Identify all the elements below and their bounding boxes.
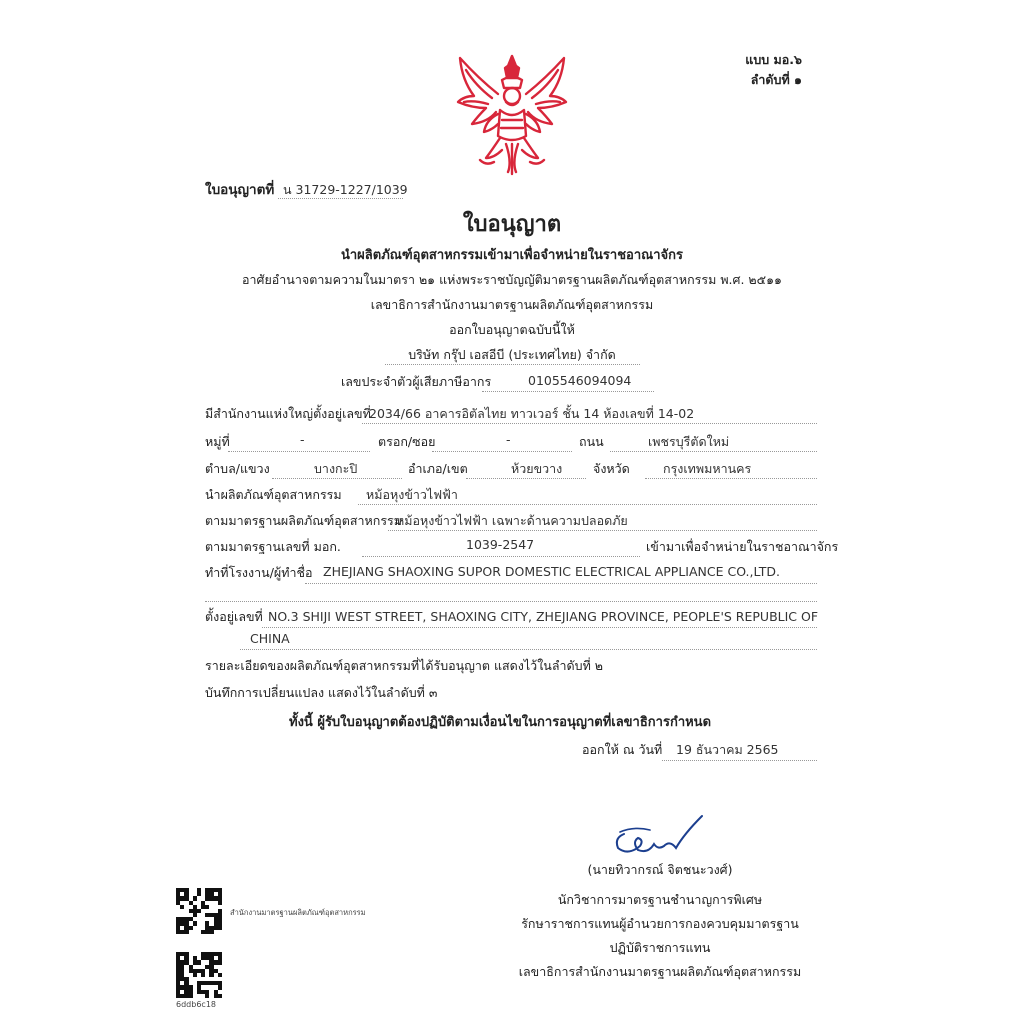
head-office-label: มีสำนักงานแห่งใหญ่ตั้งอยู่เลขที่ — [205, 406, 371, 421]
manufacturer-value: ZHEJIANG SHAOXING SUPOR DOMESTIC ELECTRICAL APPLIANCE CO.,LTD. — [323, 564, 780, 579]
document-title: ใบอนุญาต — [462, 212, 562, 237]
standard-label: ตามมาตรฐานผลิตภัณฑ์อุตสาหกรรม — [205, 513, 402, 528]
authority-line-1: อาศัยอำนาจตามความในมาตรา ๒๑ แห่งพระราชบัญญัติมาตรฐานผลิตภัณฑ์อุตสาหกรรม พ.ศ. ๒๕๑๑ — [242, 272, 782, 287]
factory-address-label: ตั้งอยู่เลขที่ — [205, 609, 263, 624]
details-note: รายละเอียดของผลิตภัณฑ์อุตสาหกรรมที่ได้รับอนุญาต แสดงไว้ในลำดับที่ ๒ — [205, 658, 604, 673]
amphoe-label: อำเภอ/เขต — [408, 461, 468, 476]
form-code-block — [745, 50, 802, 90]
standard-value: หม้อหุงข้าวไฟฟ้า เฉพาะด้านความปลอดภัย — [396, 513, 628, 528]
issued-label: ออกให้ ณ วันที่ — [582, 742, 663, 757]
qr-code-text: 6ddb6c18 — [176, 1000, 216, 1009]
garuda-emblem-icon — [450, 50, 574, 185]
factory-address-line1: NO.3 SHIJI WEST STREET, SHAOXING CITY, ZHEJIANG PROVINCE, PEOPLE'S REPUBLIC OF — [268, 609, 819, 624]
factory-address-line2: CHINA — [250, 631, 290, 646]
moo-value: - — [300, 432, 305, 447]
standard-no-value: 1039-2547 — [466, 537, 535, 552]
signatory-block — [450, 858, 870, 984]
product-value: หม้อหุงข้าวไฟฟ้า — [366, 487, 458, 502]
signatory-line-1: นักวิชาการมาตรฐานชำนาญการพิเศษ — [557, 892, 763, 907]
signatory-line-4: เลขาธิการสำนักงานมาตรฐานผลิตภัณฑ์อุตสาหกรรม — [518, 964, 802, 979]
company-name: บริษัท กรุ๊ป เอสอีบี (ประเทศไทย) จำกัด — [408, 347, 616, 362]
road-label: ถนน — [579, 434, 604, 449]
moo-label: หมู่ที่ — [205, 434, 230, 449]
document-subtitle: นำผลิตภัณฑ์อุตสาหกรรมเข้ามาเพื่อจำหน่ายในราชอาณาจักร — [341, 248, 683, 263]
province-label: จังหวัด — [593, 461, 630, 476]
signatory-line-3: ปฏิบัติราชการแทน — [609, 940, 711, 955]
amphoe-value: ห้วยขวาง — [511, 461, 563, 476]
tambon-label: ตำบล/แขวง — [205, 461, 270, 476]
authority-line-2: เลขาธิการสำนักงานมาตรฐานผลิตภัณฑ์อุตสาหกรรม — [370, 297, 654, 312]
qr-caption: สำนักงานมาตรฐานผลิตภัณฑ์อุตสาหกรรม — [230, 908, 366, 917]
form-order: ลำดับที่ ๑ — [750, 72, 802, 87]
license-no-label: ใบอนุญาตที่ — [205, 182, 275, 198]
condition-text: ทั้งนี้ ผู้รับใบอนุญาตต้องปฏิบัติตามเงื่อนไขในการอนุญาตที่เลขาธิการกำหนด — [289, 715, 712, 730]
head-office-value: 2034/66 อาคารอิตัลไทย ทาวเวอร์ ชั้น 14 ห้องเลขที่ 14-02 — [369, 406, 695, 421]
form-code: แบบ มอ.๖ — [745, 52, 802, 67]
road-value: เพชรบุรีตัดใหม่ — [648, 434, 730, 449]
tax-id-value: 0105546094094 — [528, 373, 632, 388]
qr-code-icon — [176, 952, 222, 998]
signatory-name: (นายทิวากรณ์ จิตชนะวงศ์) — [587, 862, 733, 877]
qr-code-icon — [176, 888, 222, 934]
standard-no-label: ตามมาตรฐานเลขที่ มอก. — [205, 539, 341, 554]
signature-icon — [610, 812, 710, 862]
issued-value: 19 ธันวาคม 2565 — [676, 742, 779, 757]
license-no-value: น 31729-1227/1039 — [283, 182, 408, 197]
standard-no-suffix: เข้ามาเพื่อจำหน่ายในราชอาณาจักร — [646, 539, 839, 554]
authority-line-3: ออกใบอนุญาตฉบับนี้ให้ — [449, 322, 575, 337]
manufacturer-label: ทำที่โรงงาน/ผู้ทำชื่อ — [205, 565, 313, 580]
product-label: นำผลิตภัณฑ์อุตสาหกรรม — [205, 487, 342, 502]
signatory-line-2: รักษาราชการแทนผู้อำนวยการกองควบคุมมาตรฐาน — [521, 916, 799, 931]
tax-id-label: เลขประจำตัวผู้เสียภาษีอากร — [341, 374, 492, 389]
soi-value: - — [506, 432, 511, 447]
change-note: บันทึกการเปลี่ยนแปลง แสดงไว้ในลำดับที่ ๓ — [205, 685, 438, 700]
province-value: กรุงเทพมหานคร — [663, 461, 752, 476]
soi-label: ตรอก/ซอย — [378, 434, 436, 449]
tambon-value: บางกะปิ — [314, 461, 358, 476]
